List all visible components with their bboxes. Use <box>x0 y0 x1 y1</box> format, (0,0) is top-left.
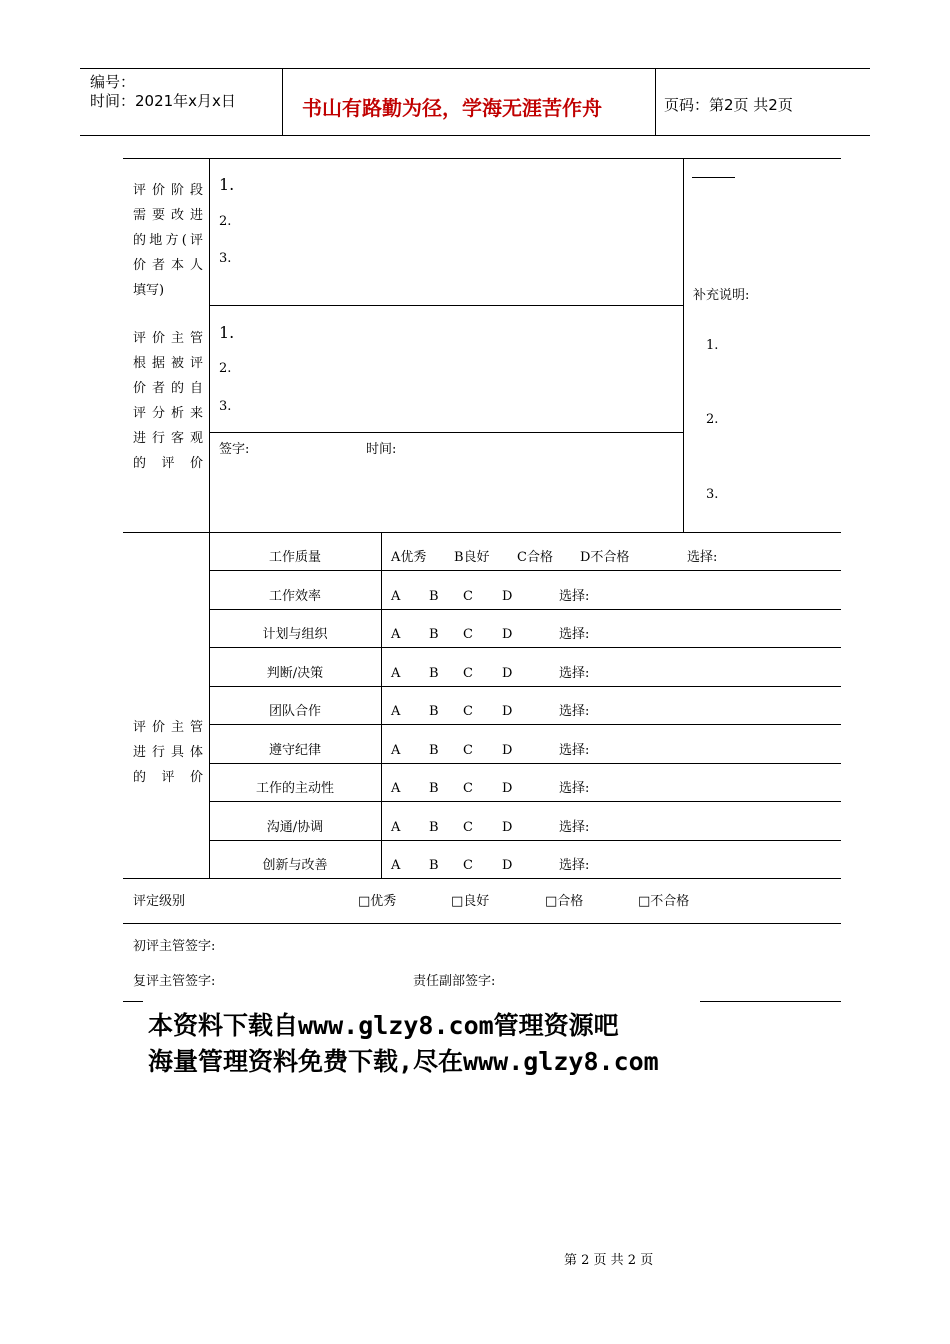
initial-supervisor-signature[interactable]: 初评主管签字: <box>133 939 216 954</box>
option-b[interactable]: B <box>429 820 439 835</box>
self-section-bottom-rule <box>209 305 683 306</box>
option-d[interactable]: D <box>502 627 513 642</box>
option-c[interactable]: C <box>463 743 473 758</box>
page-footer: 第 2 页 共 2 页 <box>564 1253 654 1268</box>
option-c[interactable]: C <box>463 858 473 873</box>
option-a[interactable]: A <box>391 781 401 796</box>
supplement-item-3[interactable]: 3. <box>706 487 719 502</box>
form-top-rule <box>123 158 841 159</box>
row-rule-2 <box>209 609 841 610</box>
deputy-signature[interactable]: 责任副部签字: <box>413 974 496 989</box>
criterion-work-quality: 工作质量 <box>268 550 321 565</box>
criterion-communication: 沟通/协调 <box>266 820 324 835</box>
option-b[interactable]: B <box>429 589 439 604</box>
option-d[interactable]: D <box>502 820 513 835</box>
option-d[interactable]: D不合格 <box>580 550 630 565</box>
criterion-options <box>391 585 589 604</box>
label-column-divider <box>209 158 210 878</box>
supervisor-eval-item-1[interactable]: 1. <box>219 323 235 342</box>
criterion-options <box>391 662 589 681</box>
criterion-options <box>391 816 589 835</box>
criterion-options <box>391 854 589 873</box>
criterion-options <box>391 623 589 642</box>
criterion-options <box>391 700 589 719</box>
option-d[interactable]: D <box>502 858 513 873</box>
select-label[interactable]: 选择: <box>559 820 590 835</box>
criterion-initiative: 工作的主动性 <box>255 781 334 796</box>
option-a[interactable]: A <box>391 666 401 681</box>
rating-option-fail[interactable]: □不合格 <box>638 894 690 909</box>
row-rule-3 <box>209 647 841 648</box>
option-a[interactable]: A <box>391 858 401 873</box>
criterion-innovation: 创新与改善 <box>262 858 328 873</box>
option-d[interactable]: D <box>502 781 513 796</box>
option-b[interactable]: B <box>429 666 439 681</box>
criterion-work-quality-options <box>391 546 717 565</box>
supplement-item-1[interactable]: 1. <box>706 338 719 353</box>
self-improve-item-1[interactable]: 1. <box>219 175 235 194</box>
row-rule-6 <box>209 763 841 764</box>
row-rule-1 <box>209 570 841 571</box>
option-a[interactable]: A优秀 <box>391 550 427 565</box>
select-label[interactable]: 选择: <box>687 550 718 565</box>
sign-row-rule <box>209 432 683 433</box>
header-divider-right <box>655 68 656 135</box>
option-b[interactable]: B <box>429 781 439 796</box>
option-a[interactable]: A <box>391 627 401 642</box>
select-label[interactable]: 选择: <box>559 589 590 604</box>
option-b[interactable]: B <box>429 627 439 642</box>
supplement-short-rule <box>692 177 735 178</box>
option-c[interactable]: C <box>463 589 473 604</box>
select-label[interactable]: 选择: <box>559 627 590 642</box>
rating-top-rule <box>123 878 841 879</box>
upper-section-bottom-rule <box>123 532 841 533</box>
option-c[interactable]: C <box>463 704 473 719</box>
option-c[interactable]: C合格 <box>517 550 553 565</box>
date-label: 时间：2021年x月x日 <box>90 92 236 110</box>
option-c[interactable]: C <box>463 627 473 642</box>
row-rule-4 <box>209 686 841 687</box>
select-label[interactable]: 选择: <box>559 781 590 796</box>
row-rule-5 <box>209 724 841 725</box>
download-notice-line-1: 本资料下载自www.glzy8.com管理资源吧 <box>148 1011 619 1040</box>
bottom-rule-right <box>700 1001 841 1002</box>
page-number-label: 页码：第2页 共2页 <box>664 96 793 114</box>
rating-option-excellent[interactable]: □优秀 <box>358 894 397 909</box>
criterion-teamwork: 团队合作 <box>268 704 321 719</box>
select-label[interactable]: 选择: <box>559 743 590 758</box>
row-rule-8 <box>209 840 841 841</box>
supervisor-eval-label: 评价主管 根据被评 价者的自 评分析来 进行客观 的 评 价 <box>133 331 203 471</box>
criteria-column-divider <box>381 532 382 878</box>
review-supervisor-signature[interactable]: 复评主管签字: <box>133 974 216 989</box>
option-a[interactable]: A <box>391 743 401 758</box>
supervisor-eval-item-3[interactable]: 3. <box>219 399 232 414</box>
option-b[interactable]: B <box>429 858 439 873</box>
option-c[interactable]: C <box>463 820 473 835</box>
self-improve-item-3[interactable]: 3. <box>219 251 232 266</box>
rating-option-good[interactable]: □良好 <box>451 894 490 909</box>
option-d[interactable]: D <box>502 743 513 758</box>
rating-option-pass[interactable]: □合格 <box>545 894 584 909</box>
supervisor-eval-item-2[interactable]: 2. <box>219 361 232 376</box>
criterion-discipline: 遵守纪律 <box>268 743 321 758</box>
option-b[interactable]: B <box>429 743 439 758</box>
option-c[interactable]: C <box>463 666 473 681</box>
supplement-title: 补充说明: <box>693 288 750 303</box>
self-improve-item-2[interactable]: 2. <box>219 214 232 229</box>
header-motto: 书山有路勤为径，学海无涯苦作舟 <box>302 96 602 120</box>
header-bottom-rule <box>80 135 870 136</box>
option-d[interactable]: D <box>502 589 513 604</box>
option-a[interactable]: A <box>391 589 401 604</box>
criterion-judgment: 判断/决策 <box>266 666 324 681</box>
header-divider-left <box>282 68 283 135</box>
supplement-item-2[interactable]: 2. <box>706 412 719 427</box>
option-c[interactable]: C <box>463 781 473 796</box>
criterion-options <box>391 739 589 758</box>
criterion-work-efficiency: 工作效率 <box>268 589 321 604</box>
bottom-short-rule-left <box>123 1001 143 1002</box>
row-rule-7 <box>209 801 841 802</box>
criterion-planning: 计划与组织 <box>262 627 328 642</box>
select-label[interactable]: 选择: <box>559 666 590 681</box>
option-a[interactable]: A <box>391 820 401 835</box>
rating-bottom-rule <box>123 923 841 924</box>
serial-number-label: 编号： <box>90 73 136 91</box>
select-label[interactable]: 选择: <box>559 704 590 719</box>
supplement-column-divider <box>683 158 684 532</box>
option-d[interactable]: D <box>502 666 513 681</box>
supervisor-sign-label[interactable]: 签字: <box>219 442 250 457</box>
option-b[interactable]: B良好 <box>454 550 490 565</box>
criterion-options <box>391 777 589 796</box>
specific-eval-label: 评价主管 进行具体 的 评 价 <box>133 720 203 785</box>
supervisor-time-label[interactable]: 时间: <box>366 442 397 457</box>
header-top-rule <box>80 68 870 69</box>
download-notice-line-2: 海量管理资料免费下载,尽在www.glzy8.com <box>148 1047 659 1076</box>
self-improve-label: 评价阶段 需要改进 的地方(评 价者本人 填写) <box>133 183 203 298</box>
option-b[interactable]: B <box>429 704 439 719</box>
rating-label: 评定级别 <box>133 894 186 909</box>
option-a[interactable]: A <box>391 704 401 719</box>
select-label[interactable]: 选择: <box>559 858 590 873</box>
option-d[interactable]: D <box>502 704 513 719</box>
